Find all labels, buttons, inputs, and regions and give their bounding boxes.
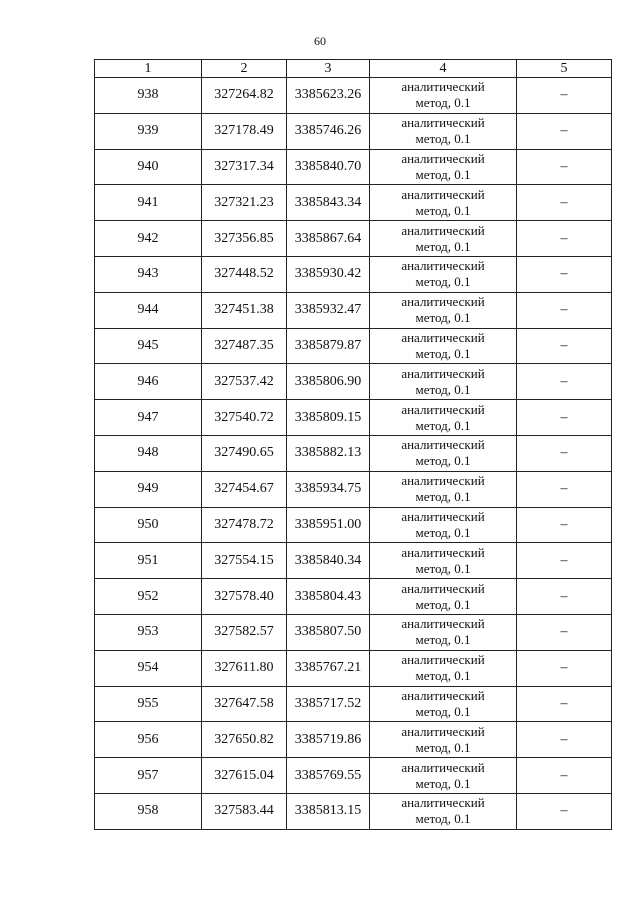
- y-coordinate-cell: 3385807.50: [287, 614, 370, 650]
- method-line-2: метод, 0.1: [415, 596, 471, 612]
- table-row: [95, 78, 612, 114]
- point-number-cell: 952: [95, 579, 202, 615]
- point-number-cell: 958: [95, 793, 202, 829]
- note-cell: –: [517, 722, 612, 758]
- note-cell: –: [517, 221, 612, 257]
- x-coordinate-cell: 327578.40: [202, 579, 287, 615]
- method-cell: [370, 185, 517, 221]
- table-row: [95, 507, 612, 543]
- method-line-1: аналитический: [401, 508, 485, 524]
- table-row: [95, 471, 612, 507]
- method-cell: [370, 221, 517, 257]
- table-row: [95, 793, 612, 829]
- table-row: [95, 579, 612, 615]
- point-number-cell: 942: [95, 221, 202, 257]
- y-coordinate-cell: 3385809.15: [287, 400, 370, 436]
- method-line-1: аналитический: [401, 329, 485, 345]
- y-coordinate-cell: 3385879.87: [287, 328, 370, 364]
- note-cell: –: [517, 256, 612, 292]
- point-number-cell: 954: [95, 650, 202, 686]
- x-coordinate-cell: 327537.42: [202, 364, 287, 400]
- method-cell: [370, 435, 517, 471]
- coordinates-table: [94, 59, 612, 830]
- y-coordinate-cell: 3385767.21: [287, 650, 370, 686]
- x-coordinate-cell: 327178.49: [202, 113, 287, 149]
- note-cell: –: [517, 149, 612, 185]
- method-line-1: аналитический: [401, 759, 485, 775]
- point-number-cell: 946: [95, 364, 202, 400]
- method-line-1: аналитический: [401, 616, 485, 632]
- method-line-2: метод, 0.1: [415, 703, 471, 719]
- method-line-2: метод, 0.1: [415, 131, 471, 147]
- point-number-cell: 948: [95, 435, 202, 471]
- method-cell: [370, 364, 517, 400]
- table-header: [95, 60, 612, 78]
- note-cell: –: [517, 793, 612, 829]
- method-cell: [370, 543, 517, 579]
- method-line-2: метод, 0.1: [415, 811, 471, 827]
- method-cell: [370, 256, 517, 292]
- point-number-cell: 938: [95, 78, 202, 114]
- point-number-cell: 941: [95, 185, 202, 221]
- x-coordinate-cell: 327582.57: [202, 614, 287, 650]
- x-coordinate-cell: 327448.52: [202, 256, 287, 292]
- note-cell: –: [517, 400, 612, 436]
- table-row: [95, 686, 612, 722]
- y-coordinate-cell: 3385806.90: [287, 364, 370, 400]
- table-row: [95, 185, 612, 221]
- x-coordinate-cell: 327321.23: [202, 185, 287, 221]
- header-col-4: 4: [370, 60, 517, 78]
- y-coordinate-cell: 3385934.75: [287, 471, 370, 507]
- method-line-2: метод, 0.1: [415, 381, 471, 397]
- x-coordinate-cell: 327264.82: [202, 78, 287, 114]
- y-coordinate-cell: 3385932.47: [287, 292, 370, 328]
- x-coordinate-cell: 327647.58: [202, 686, 287, 722]
- method-line-1: аналитический: [401, 473, 485, 489]
- note-cell: –: [517, 113, 612, 149]
- table-body: [95, 78, 612, 830]
- note-cell: –: [517, 758, 612, 794]
- method-line-1: аналитический: [401, 401, 485, 417]
- y-coordinate-cell: 3385840.34: [287, 543, 370, 579]
- x-coordinate-cell: 327454.67: [202, 471, 287, 507]
- x-coordinate-cell: 327615.04: [202, 758, 287, 794]
- x-coordinate-cell: 327451.38: [202, 292, 287, 328]
- y-coordinate-cell: 3385867.64: [287, 221, 370, 257]
- note-cell: –: [517, 78, 612, 114]
- y-coordinate-cell: 3385882.13: [287, 435, 370, 471]
- y-coordinate-cell: 3385843.34: [287, 185, 370, 221]
- note-cell: –: [517, 471, 612, 507]
- method-line-2: метод, 0.1: [415, 560, 471, 576]
- table-row: [95, 221, 612, 257]
- point-number-cell: 955: [95, 686, 202, 722]
- method-line-2: метод, 0.1: [415, 524, 471, 540]
- table-row: [95, 364, 612, 400]
- point-number-cell: 945: [95, 328, 202, 364]
- y-coordinate-cell: 3385951.00: [287, 507, 370, 543]
- method-line-1: аналитический: [401, 222, 485, 238]
- x-coordinate-cell: 327487.35: [202, 328, 287, 364]
- note-cell: –: [517, 185, 612, 221]
- y-coordinate-cell: 3385930.42: [287, 256, 370, 292]
- method-cell: [370, 400, 517, 436]
- x-coordinate-cell: 327356.85: [202, 221, 287, 257]
- x-coordinate-cell: 327650.82: [202, 722, 287, 758]
- method-line-2: метод, 0.1: [415, 95, 471, 111]
- method-cell: [370, 149, 517, 185]
- point-number-cell: 953: [95, 614, 202, 650]
- method-cell: [370, 793, 517, 829]
- x-coordinate-cell: 327317.34: [202, 149, 287, 185]
- table-row: [95, 400, 612, 436]
- method-line-2: метод, 0.1: [415, 739, 471, 755]
- point-number-cell: 939: [95, 113, 202, 149]
- point-number-cell: 947: [95, 400, 202, 436]
- method-line-1: аналитический: [401, 258, 485, 274]
- table-row: [95, 435, 612, 471]
- point-number-cell: 943: [95, 256, 202, 292]
- method-line-2: метод, 0.1: [415, 310, 471, 326]
- point-number-cell: 944: [95, 292, 202, 328]
- header-col-2: 2: [202, 60, 287, 78]
- point-number-cell: 957: [95, 758, 202, 794]
- method-cell: [370, 113, 517, 149]
- method-line-1: аналитический: [401, 365, 485, 381]
- method-line-1: аналитический: [401, 687, 485, 703]
- method-line-2: метод, 0.1: [415, 489, 471, 505]
- method-cell: [370, 292, 517, 328]
- method-line-2: метод, 0.1: [415, 202, 471, 218]
- method-cell: [370, 328, 517, 364]
- method-line-1: аналитический: [401, 150, 485, 166]
- method-line-2: метод, 0.1: [415, 238, 471, 254]
- y-coordinate-cell: 3385623.26: [287, 78, 370, 114]
- method-cell: [370, 722, 517, 758]
- y-coordinate-cell: 3385840.70: [287, 149, 370, 185]
- point-number-cell: 949: [95, 471, 202, 507]
- header-row: [95, 60, 612, 78]
- method-line-2: метод, 0.1: [415, 775, 471, 791]
- method-line-1: аналитический: [401, 115, 485, 131]
- x-coordinate-cell: 327478.72: [202, 507, 287, 543]
- table-row: [95, 650, 612, 686]
- table-row: [95, 758, 612, 794]
- table-row: [95, 722, 612, 758]
- note-cell: –: [517, 543, 612, 579]
- x-coordinate-cell: 327583.44: [202, 793, 287, 829]
- method-line-2: метод, 0.1: [415, 345, 471, 361]
- method-line-1: аналитический: [401, 723, 485, 739]
- method-line-1: аналитический: [401, 79, 485, 95]
- method-line-2: метод, 0.1: [415, 274, 471, 290]
- method-line-1: аналитический: [401, 294, 485, 310]
- method-cell: [370, 579, 517, 615]
- method-cell: [370, 758, 517, 794]
- table-row: [95, 256, 612, 292]
- note-cell: –: [517, 292, 612, 328]
- y-coordinate-cell: 3385746.26: [287, 113, 370, 149]
- note-cell: –: [517, 507, 612, 543]
- method-line-2: метод, 0.1: [415, 668, 471, 684]
- table-row: [95, 614, 612, 650]
- note-cell: –: [517, 364, 612, 400]
- table-row: [95, 328, 612, 364]
- method-line-2: метод, 0.1: [415, 417, 471, 433]
- x-coordinate-cell: 327554.15: [202, 543, 287, 579]
- table-row: [95, 292, 612, 328]
- table-row: [95, 149, 612, 185]
- method-line-1: аналитический: [401, 652, 485, 668]
- method-line-1: аналитический: [401, 544, 485, 560]
- method-cell: [370, 614, 517, 650]
- point-number-cell: 956: [95, 722, 202, 758]
- note-cell: –: [517, 614, 612, 650]
- header-col-5: 5: [517, 60, 612, 78]
- method-line-2: метод, 0.1: [415, 453, 471, 469]
- y-coordinate-cell: 3385719.86: [287, 722, 370, 758]
- note-cell: –: [517, 686, 612, 722]
- point-number-cell: 940: [95, 149, 202, 185]
- method-line-1: аналитический: [401, 795, 485, 811]
- table-row: [95, 113, 612, 149]
- y-coordinate-cell: 3385804.43: [287, 579, 370, 615]
- method-line-1: аналитический: [401, 186, 485, 202]
- method-line-1: аналитический: [401, 580, 485, 596]
- note-cell: –: [517, 650, 612, 686]
- point-number-cell: 951: [95, 543, 202, 579]
- method-cell: [370, 471, 517, 507]
- method-line-2: метод, 0.1: [415, 632, 471, 648]
- table-row: [95, 543, 612, 579]
- method-cell: [370, 507, 517, 543]
- method-cell: [370, 78, 517, 114]
- method-line-2: метод, 0.1: [415, 166, 471, 182]
- note-cell: –: [517, 579, 612, 615]
- page-number: 60: [314, 34, 326, 48]
- y-coordinate-cell: 3385769.55: [287, 758, 370, 794]
- y-coordinate-cell: 3385813.15: [287, 793, 370, 829]
- note-cell: –: [517, 328, 612, 364]
- method-line-1: аналитический: [401, 437, 485, 453]
- header-col-1: 1: [95, 60, 202, 78]
- header-col-3: 3: [287, 60, 370, 78]
- x-coordinate-cell: 327490.65: [202, 435, 287, 471]
- y-coordinate-cell: 3385717.52: [287, 686, 370, 722]
- method-cell: [370, 686, 517, 722]
- x-coordinate-cell: 327611.80: [202, 650, 287, 686]
- method-cell: [370, 650, 517, 686]
- note-cell: –: [517, 435, 612, 471]
- x-coordinate-cell: 327540.72: [202, 400, 287, 436]
- point-number-cell: 950: [95, 507, 202, 543]
